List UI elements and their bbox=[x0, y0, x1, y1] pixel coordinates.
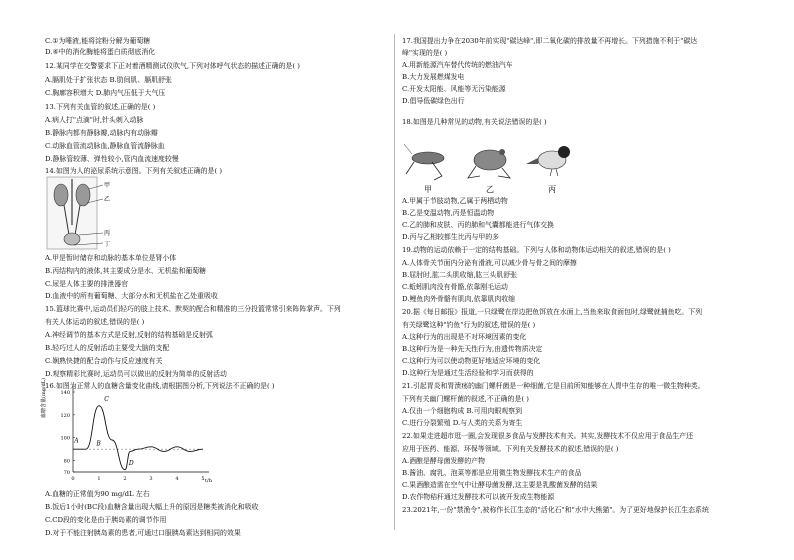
text-line: A.血糖的正常值为90 mg/dL 左右 bbox=[45, 490, 150, 498]
label-ding: 丁 bbox=[104, 241, 111, 248]
text-line: C.乙的肺和皮肤、丙的肺和气囊都能进行气体交换 bbox=[402, 221, 554, 229]
question-17: 17.我国提出力争在2030年前实现"碳达峰",即二氧化碳的排放量不再增长。下列措施不利于"碳达 bbox=[402, 37, 698, 45]
question-15: 15.篮球比赛中,运动员们轻巧的肢上技术、默契的配合和精准的三分投篮常常引来阵阵掌声。下列 bbox=[45, 305, 341, 313]
text-line: D.观察精彩比赛时,运动员可以做出的反射为简单的反射活动 bbox=[45, 370, 227, 378]
text-line: C.果酒酿造需在空气中让酵母菌发酵,这主要是乳酸菌发酵的结果 bbox=[402, 481, 598, 489]
text-line: A.神经调节的基本方式是反射,反射的结构基础是反射弧 bbox=[45, 331, 213, 339]
text-line: C.尿是人体主要的排泄器官 bbox=[45, 280, 129, 288]
text-line: D.这种行为是通过生活经验和学习而获得的 bbox=[402, 369, 534, 377]
text-line: D.静脉管较薄、弹性较小,管内血流速度较慢 bbox=[45, 155, 179, 163]
x-tick-label: 0 bbox=[71, 476, 75, 482]
text-line: D.鲤鱼肉外骨骼有肌肉,依靠肌肉收缩 bbox=[402, 295, 516, 303]
text-line: C.这种行为可以使动物更好地适应环境的变化 bbox=[402, 357, 541, 365]
text-line: D.对于不能注射胰岛素的患者,可通过口服胰岛素达到相同的效果 bbox=[45, 529, 241, 537]
text-line: 应用于医药、能源、环保等领域。下列有关发酵技术的叙述,错误的是( ) bbox=[402, 445, 619, 453]
animal-label-bing: 丙 bbox=[548, 185, 556, 194]
y-tick-label: 80 bbox=[63, 458, 70, 465]
blood-sugar-chart bbox=[41, 377, 215, 487]
label-yi: 乙 bbox=[104, 196, 111, 203]
point-label: A bbox=[74, 437, 79, 445]
question-18: 18.如图是几种常见的动物,有关说法错误的是( ) bbox=[402, 118, 547, 126]
text-line: A.甲属于节肢动物,乙属于两栖动物 bbox=[402, 197, 508, 205]
text-line: C.胸廓容积增大 D.肺内气压低于大气压 bbox=[45, 89, 166, 97]
x-tick-label: 1 bbox=[97, 476, 101, 482]
text-line: C.蚯蚓肌肉没有骨骼,依靠刚毛运动 bbox=[402, 283, 508, 291]
text-line: D.丙与乙相较都生比丙与甲的多 bbox=[402, 233, 500, 241]
text-line: 下列有关幽门螺杆菌的叙述,不正确的是( ) bbox=[402, 395, 529, 403]
question-16: 16.如图为正常人的血糖含量变化曲线,请根据图分析,下列说法不正确的是( ) bbox=[45, 382, 275, 390]
animals-figure bbox=[402, 136, 602, 194]
text-line: B.乙是变温动物,丙是恒温动物 bbox=[402, 209, 495, 217]
y-tick-label: 120 bbox=[60, 412, 70, 419]
chart-point-labels bbox=[73, 396, 134, 467]
text-line: B.酱油、腐乳、泡菜等都是应用微生物发酵技术生产的食品 bbox=[402, 469, 582, 477]
urinary-system-figure bbox=[45, 175, 115, 253]
text-line: D.倡导低碳绿色出行 bbox=[402, 97, 465, 105]
bird-image bbox=[526, 146, 570, 176]
text-line: D.血液中的所有葡萄糖、大部分水和无机盐在乙处重吸收 bbox=[45, 292, 218, 300]
text-line: A.膈肌处于扩张状态 B.肋间肌、膈肌舒张 bbox=[45, 76, 172, 84]
text-line: A.病人打"点滴"时,针头刺入动脉 bbox=[45, 116, 144, 124]
point-label: D bbox=[128, 460, 134, 468]
text-line: A.甲是暂时储存和动脉的基本单位是肾小体 bbox=[45, 254, 177, 262]
x-tick-label: 3 bbox=[149, 476, 153, 482]
chart-ylabel: 血糖含量(mg/dL) bbox=[41, 377, 47, 418]
text-line: C.开发太阳能、风能等无污染能源 bbox=[402, 85, 506, 93]
column-divider bbox=[394, 34, 395, 530]
point-label: C bbox=[104, 396, 109, 404]
y-tick-label: 140 bbox=[60, 390, 70, 396]
question-12: 12.某同学在交警要求下正对着酒精测试仪吹气,下列对体呼气状态的描述正确的是( ) bbox=[45, 62, 300, 70]
text-line: A.用新能源汽车替代传统的燃油汽车 bbox=[402, 61, 513, 69]
text-line: D.农作物秸秆通过发酵技术可以被开发成生物能源 bbox=[402, 493, 555, 501]
animal-label-jia: 甲 bbox=[424, 185, 432, 194]
x-tick-label: 2 bbox=[123, 476, 127, 482]
question-20: 20.据《每日邮报》报道,一只绿鹭在岸边把鱼饵放在水面上,当鱼来取食面包时,绿鹭就捕鱼吃。下列 bbox=[402, 308, 703, 316]
chart-series bbox=[73, 406, 203, 470]
question-19: 19.动物的运动依赖于一定的结构基础。下列与人体和动物体运动相关的叙述,错误的是( ) bbox=[402, 246, 671, 254]
text-line: C.娴熟快捷的配合动作与反应速度有关 bbox=[45, 357, 163, 365]
text-line: A.这种行为的出现是不对环境因素的变化 bbox=[402, 333, 527, 341]
text-line: B.这种行为是一种先天性行为,由遗传物质决定 bbox=[402, 345, 543, 353]
text-line: C.①为唾液,能将淀粉分解为葡萄糖 bbox=[45, 37, 151, 45]
chart-ticks bbox=[60, 390, 204, 482]
question-14: 14.如图为人的泌尿系统示意图。下列有关叙述正确的是( ) bbox=[45, 167, 223, 175]
text-line: B.轻巧过人的反射活动主要受大脑的支配 bbox=[45, 344, 170, 352]
question-21: 21.引起胃炎和胃溃疡的幽门螺杆菌是一种细菌,它是目前所知能够在人胃中生存的唯一微生物种类。 bbox=[402, 382, 705, 390]
text-line: 峰"实现的是( ) bbox=[402, 49, 448, 57]
text-line: C.动脉血管流动脉血,静脉血管流静脉血 bbox=[45, 142, 165, 150]
blood-sugar-line bbox=[73, 406, 203, 470]
label-bing: 丙 bbox=[104, 230, 111, 237]
question-23: 23.2021年,一份"禁渔令",被称作长江生态的"活化石"和"水中大熊猫"。为了更好地保护长江生态系统 bbox=[402, 506, 709, 514]
label-jia: 甲 bbox=[104, 182, 111, 189]
text-line: A.人体骨关节面内分泌有滑液,可以减少骨与骨之间的摩擦 bbox=[402, 259, 577, 267]
text-line: B.大力发展燃煤发电 bbox=[402, 73, 465, 81]
text-line: D.④中的消化酶能将蛋白质彻底消化 bbox=[45, 48, 156, 56]
grasshopper-image bbox=[404, 144, 444, 180]
text-line: C.CD段的变化是由于胰岛素的调节作用 bbox=[45, 516, 167, 524]
x-tick-label: 4 bbox=[175, 476, 179, 482]
text-line: B.静脉内都有静脉瓣,动脉内有动脉瓣 bbox=[45, 129, 158, 137]
text-line: B.屈肘时,肱二头肌收缩,肱三头肌舒张 bbox=[402, 271, 517, 279]
x-axis-label: t/h bbox=[205, 478, 212, 484]
question-13: 13.下列有关血管的叙述,正确的是( ) bbox=[45, 103, 156, 111]
text-line: B.饭后1小时(BC段)血糖含量出现大幅上升的原因是糖类被消化和吸收 bbox=[45, 503, 259, 511]
question-22: 22.如果走进超市逛一圈,会发现很多食品与发酵技术有关。其实,发酵技术不仅应用于食品生产还 bbox=[402, 432, 693, 440]
x-tick-label: 5 bbox=[201, 476, 205, 482]
y-tick-label: 100 bbox=[60, 435, 70, 442]
chart-axes bbox=[73, 386, 213, 484]
text-line: 有关绿鹭这种"钓鱼"行为的叙述,错误的是( ) bbox=[402, 321, 536, 329]
point-label: B bbox=[96, 440, 101, 448]
text-line: 有关人体运动的叙述,错误的是( ) bbox=[45, 318, 145, 326]
frog-image bbox=[468, 149, 510, 178]
animal-label-yi: 乙 bbox=[486, 185, 494, 194]
text-line: A.仅由一个细胞构成 B.可用肉眼观察到 bbox=[402, 407, 522, 415]
text-line: A.酒酿是酵母菌发酵的产物 bbox=[402, 457, 485, 465]
text-line: C.进行分裂繁殖 D.与人类的关系为寄生 bbox=[402, 419, 523, 427]
text-line: B.丙结构内的液体,其主要成分是水、无机盐和葡萄糖 bbox=[45, 267, 207, 275]
y-tick-label: 70 bbox=[63, 470, 70, 476]
